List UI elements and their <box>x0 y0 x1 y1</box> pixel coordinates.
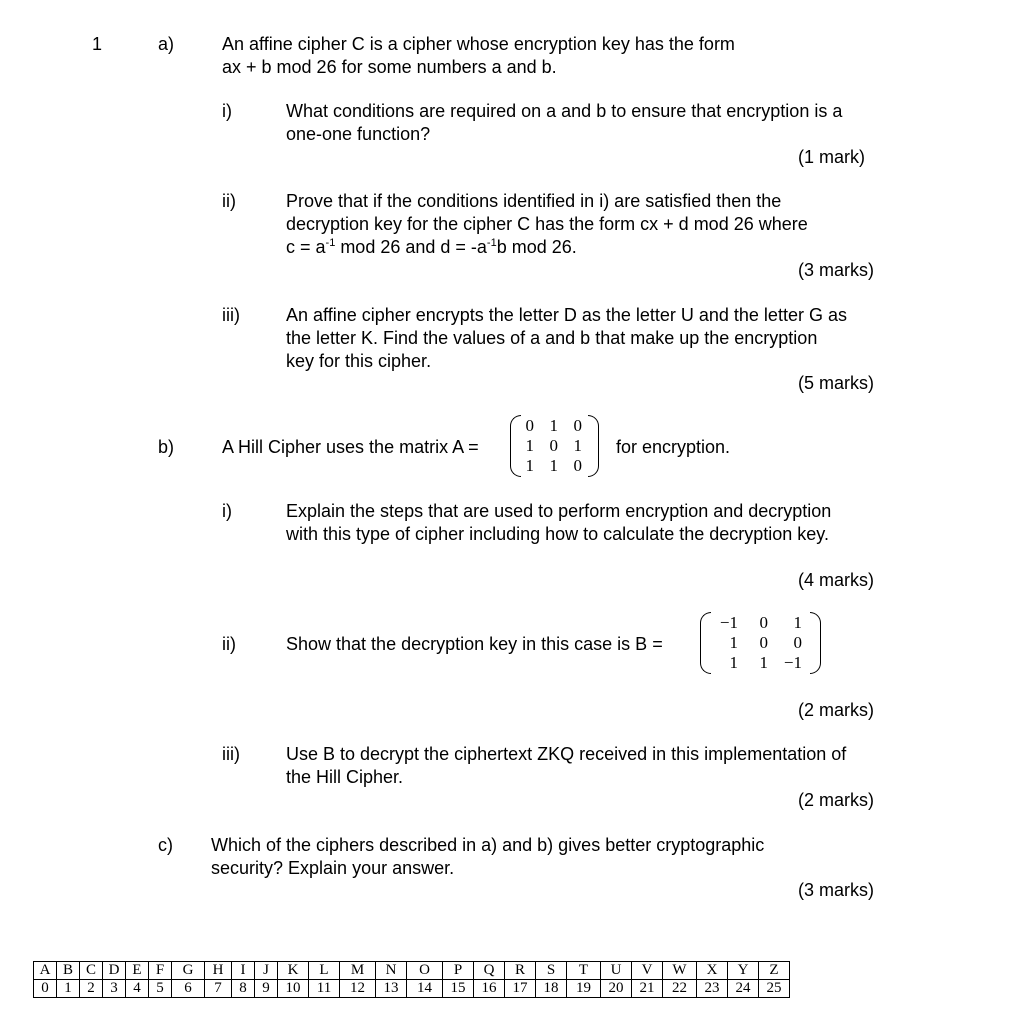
part-b-intro-suffix: for encryption. <box>616 437 731 457</box>
matrix-b-cell: −1 <box>719 613 738 632</box>
alphabet-letter-cell: E <box>126 962 149 980</box>
part-a-ii-label: ii) <box>222 191 236 211</box>
matrix-b-cell: 1 <box>793 613 802 632</box>
part-a-ii-marks: (3 marks) <box>798 260 874 280</box>
alphabet-number-cell: 6 <box>172 980 205 998</box>
alphabet-number-cell: 13 <box>376 980 407 998</box>
alphabet-number-cell: 7 <box>205 980 232 998</box>
matrix-b-cell: −1 <box>783 653 802 672</box>
alphabet-letter-cell: R <box>505 962 536 980</box>
part-b-i-line1: Explain the steps that are used to perform encryption and decryption <box>286 501 832 521</box>
alphabet-number-cell: 21 <box>632 980 663 998</box>
alphabet-number-table <box>33 961 790 998</box>
alphabet-letter-cell: O <box>407 962 443 980</box>
alphabet-letter-cell: D <box>103 962 126 980</box>
matrix-b <box>698 610 828 676</box>
matrix-a <box>508 413 608 479</box>
matrix-b-cell: 0 <box>759 633 768 652</box>
alphabet-number-cell: 9 <box>255 980 278 998</box>
part-a-i-marks: (1 mark) <box>798 147 865 167</box>
alphabet-letter-cell: A <box>34 962 57 980</box>
part-c-line1: Which of the ciphers described in a) and b) gives better cryptographic <box>211 835 765 855</box>
alphabet-letter-row <box>34 962 790 980</box>
part-b-i-marks: (4 marks) <box>798 570 874 590</box>
part-a-iii-marks: (5 marks) <box>798 373 874 393</box>
matrix-a-cell: 1 <box>573 436 582 455</box>
matrix-a-cell: 1 <box>525 436 534 455</box>
question-number: 1 <box>92 34 103 54</box>
alphabet-letter-cell: V <box>632 962 663 980</box>
matrix-a-cell: 0 <box>573 416 582 435</box>
alphabet-letter-cell: P <box>443 962 474 980</box>
alphabet-letter-cell: Z <box>759 962 790 980</box>
alphabet-letter-cell: F <box>149 962 172 980</box>
matrix-b-cell: 0 <box>759 613 768 632</box>
part-a-i-line1: What conditions are required on a and b to ensure that encryption is a <box>286 101 843 121</box>
part-b-i-label: i) <box>222 501 232 521</box>
alphabet-number-cell: 24 <box>728 980 759 998</box>
matrix-b-right-paren <box>810 612 821 674</box>
part-a-i-line2: one-one function? <box>286 124 431 144</box>
alphabet-number-cell: 19 <box>567 980 601 998</box>
alphabet-letter-cell: M <box>340 962 376 980</box>
matrix-a-cell: 0 <box>573 456 582 475</box>
alphabet-letter-cell: G <box>172 962 205 980</box>
part-c-line2: security? Explain your answer. <box>211 858 455 878</box>
alphabet-letter-cell: Q <box>474 962 505 980</box>
alphabet-number-cell: 23 <box>697 980 728 998</box>
part-b-iii-line1: Use B to decrypt the ciphertext ZKQ received in this implementation of <box>286 744 847 764</box>
part-b-intro-prefix: A Hill Cipher uses the matrix A = <box>222 437 479 457</box>
alphabet-number-cell: 10 <box>278 980 309 998</box>
alphabet-number-cell: 3 <box>103 980 126 998</box>
part-b-ii-text: Show that the decryption key in this case is B = <box>286 634 663 654</box>
part-b-iii-line2: the Hill Cipher. <box>286 767 404 787</box>
part-a-label: a) <box>158 34 175 54</box>
alphabet-letter-cell: S <box>536 962 567 980</box>
matrix-b-cell: 0 <box>793 633 802 652</box>
alphabet-number-cell: 20 <box>601 980 632 998</box>
alphabet-number-cell: 18 <box>536 980 567 998</box>
alphabet-letter-cell: L <box>309 962 340 980</box>
matrix-a-cell: 1 <box>525 456 534 475</box>
alphabet-number-cell: 25 <box>759 980 790 998</box>
alphabet-number-cell: 2 <box>80 980 103 998</box>
alphabet-number-cell: 16 <box>474 980 505 998</box>
part-a-ii-line1: Prove that if the conditions identified in i) are satisfied then the <box>286 191 782 211</box>
matrix-b-cell: 1 <box>759 653 768 672</box>
part-b-iii-label: iii) <box>222 744 240 764</box>
alphabet-letter-cell: U <box>601 962 632 980</box>
alphabet-letter-cell: X <box>697 962 728 980</box>
matrix-a-cell: 0 <box>525 416 534 435</box>
alphabet-number-row <box>34 980 790 998</box>
part-a-iii-line1: An affine cipher encrypts the letter D as the letter U and the letter G as <box>286 305 847 325</box>
matrix-b-cell: 1 <box>729 653 738 672</box>
part-b-iii-marks: (2 marks) <box>798 790 874 810</box>
alphabet-letter-cell: B <box>57 962 80 980</box>
matrix-a-cell: 1 <box>549 456 558 475</box>
part-a-iii-line2: the letter K. Find the values of a and b that make up the encryption <box>286 328 818 348</box>
alphabet-number-cell: 4 <box>126 980 149 998</box>
alphabet-letter-cell: T <box>567 962 601 980</box>
part-a-iii-line3: key for this cipher. <box>286 351 432 371</box>
part-b-ii-label: ii) <box>222 634 236 654</box>
part-b-i-line2: with this type of cipher including how to calculate the decryption key. <box>286 524 829 544</box>
alphabet-letter-cell: C <box>80 962 103 980</box>
part-a-ii-line2: decryption key for the cipher C has the form cx + d mod 26 where <box>286 214 808 234</box>
matrix-a-right-paren <box>588 415 599 477</box>
alphabet-number-cell: 17 <box>505 980 536 998</box>
alphabet-letter-cell: I <box>232 962 255 980</box>
alphabet-number-cell: 14 <box>407 980 443 998</box>
part-b-label: b) <box>158 437 175 457</box>
alphabet-number-cell: 22 <box>663 980 697 998</box>
part-c-marks: (3 marks) <box>798 880 874 900</box>
alphabet-letter-cell: N <box>376 962 407 980</box>
part-a-intro-line1: An affine cipher C is a cipher whose encryption key has the form <box>222 34 735 54</box>
alphabet-number-cell: 11 <box>309 980 340 998</box>
matrix-a-cell: 0 <box>549 436 558 455</box>
part-c-label: c) <box>158 835 173 855</box>
alphabet-number-cell: 0 <box>34 980 57 998</box>
alphabet-number-cell: 15 <box>443 980 474 998</box>
alphabet-letter-cell: Y <box>728 962 759 980</box>
matrix-a-cell: 1 <box>549 416 558 435</box>
alphabet-number-cell: 8 <box>232 980 255 998</box>
alphabet-number-cell: 12 <box>340 980 376 998</box>
part-a-i-label: i) <box>222 101 232 121</box>
alphabet-letter-cell: K <box>278 962 309 980</box>
alphabet-letter-cell: H <box>205 962 232 980</box>
part-a-ii-line3: $c = a^{-1}$ mod 26 and $d = -a^{-1}b$ mod 26. <box>286 237 577 257</box>
alphabet-number-cell: 1 <box>57 980 80 998</box>
alphabet-letter-cell: J <box>255 962 278 980</box>
part-b-ii-marks: (2 marks) <box>798 700 874 720</box>
alphabet-letter-cell: W <box>663 962 697 980</box>
part-a-iii-label: iii) <box>222 305 240 325</box>
matrix-b-cell: 1 <box>729 633 738 652</box>
part-a-intro-line2: ax + b mod 26 for some numbers a and b. <box>222 57 557 77</box>
alphabet-number-cell: 5 <box>149 980 172 998</box>
